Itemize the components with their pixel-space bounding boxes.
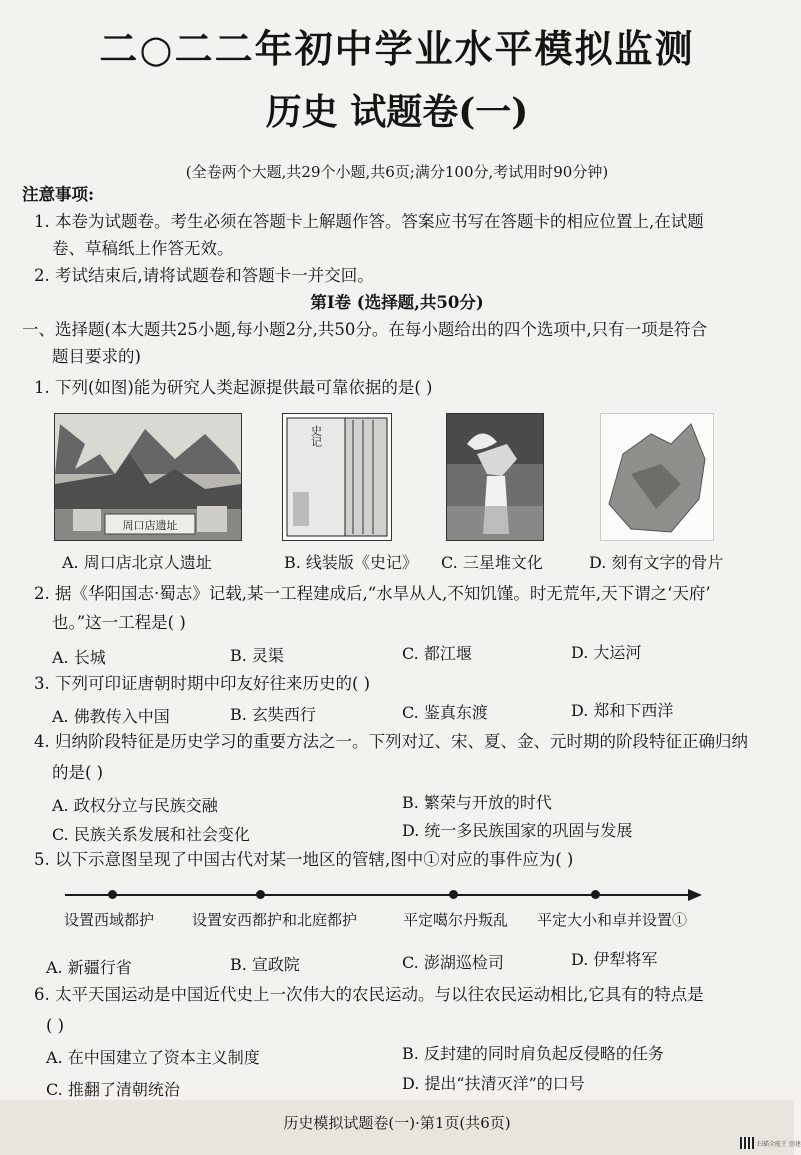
- q2-stem-line-1: 2. 据《华阳国志·蜀志》记载,某一工程建成后,“水旱从人,不知饥馑。时无荒年,天下谓之‘天府’: [34, 584, 711, 603]
- exam-meta: (全卷两个大题,共29个小题,共6页;满分100分,考试用时90分钟): [185, 163, 609, 181]
- q4-stem-line-2: 的是( ): [52, 763, 104, 782]
- q3-option-c: C. 鉴真东渡: [402, 703, 488, 722]
- stone-inscription: 周口店遗址: [122, 519, 178, 532]
- page-footer: 历史模拟试题卷(一)·第1页(共6页): [283, 1114, 511, 1132]
- q6-option-b: B. 反封建的同时肩负起反侵略的任务: [402, 1044, 664, 1063]
- q5-option-c: C. 澎湖巡检司: [402, 953, 504, 972]
- q1-image-shiji-book: [282, 413, 392, 541]
- notice-heading: 注意事项:: [22, 185, 95, 204]
- timeline-dot: [108, 890, 117, 899]
- q2-option-c: C. 都江堰: [402, 644, 472, 663]
- notice-item-2: 2. 考试结束后,请将试题卷和答题卡一并交回。: [34, 266, 374, 285]
- q1-image-zhoukoudian: [54, 413, 242, 541]
- q2-option-b: B. 灵渠: [230, 646, 284, 665]
- timeline-label-3: 平定噶尔丹叛乱: [403, 911, 509, 929]
- q4-option-a: A. 政权分立与民族交融: [52, 796, 218, 815]
- q5-option-b: B. 宣政院: [230, 955, 300, 974]
- timeline-dot: [591, 890, 600, 899]
- timeline-dot: [449, 890, 458, 899]
- section-instructions-line-2: 题目要求的): [52, 347, 141, 366]
- q3-option-b: B. 玄奘西行: [230, 705, 316, 724]
- q3-stem: 3. 下列可印证唐朝时期中印友好往来历史的( ): [34, 674, 371, 693]
- sanxingdui-mask-icon: [447, 414, 543, 540]
- exam-subtitle: 历史 试题卷(一): [265, 91, 529, 133]
- q6-stem: 6. 太平天国运动是中国近代史上一次伟大的农民运动。与以往农民运动相比,它具有的特点是: [34, 985, 704, 1004]
- q1-option-a: A. 周口店北京人遗址: [62, 553, 212, 572]
- shiji-book-icon: [283, 414, 391, 540]
- timeline-label-1: 设置西域都护: [64, 911, 155, 929]
- q6-option-d: D. 提出“扶清灭洋”的口号: [402, 1074, 585, 1093]
- timeline-dot: [256, 890, 265, 899]
- q2-stem-line-2: 也。”这一工程是( ): [52, 613, 186, 632]
- q1-image-oracle-bone: [600, 413, 714, 541]
- q6-stem-line-2: ( ): [46, 1016, 65, 1035]
- q1-option-c: C. 三星堆文化: [441, 553, 543, 572]
- notice-item-1-line-1: 1. 本卷为试题卷。考生必须在答题卡上解题作答。答案应书写在答题卡的相应位置上,在试题: [34, 212, 704, 231]
- q3-option-a: A. 佛教传入中国: [52, 707, 170, 726]
- timeline-label-4: 平定大小和卓并设置①: [537, 911, 688, 929]
- q3-option-d: D. 郑和下西洋: [571, 701, 674, 720]
- book-title-text: 史记: [309, 425, 323, 447]
- zhoukoudian-photo-icon: [55, 414, 241, 540]
- q1-stem: 1. 下列(如图)能为研究人类起源提供最可靠依据的是( ): [34, 378, 433, 397]
- q5-stem: 5. 以下示意图呈现了中国古代对某一地区的管辖,图中①对应的事件应为( ): [34, 850, 574, 869]
- q4-option-c: C. 民族关系发展和社会变化: [52, 825, 250, 844]
- qr-code-icon: [740, 1137, 754, 1149]
- timeline-arrow-icon: [688, 889, 702, 901]
- q2-option-d: D. 大运河: [571, 643, 642, 662]
- q6-option-c: C. 推翻了清朝统治: [46, 1080, 180, 1099]
- q2-option-a: A. 长城: [52, 648, 106, 667]
- timeline-label-2: 设置安西都护和北庭都护: [192, 911, 358, 929]
- q6-option-a: A. 在中国建立了资本主义制度: [46, 1048, 260, 1067]
- notice-item-1-line-2: 卷、草稿纸上作答无效。: [52, 239, 234, 258]
- q4-stem-line-1: 4. 归纳阶段特征是历史学习的重要方法之一。下列对辽、宋、夏、金、元时期的阶段特征正确归纳: [34, 732, 748, 751]
- q4-option-d: D. 统一多民族国家的巩固与发展: [402, 821, 633, 840]
- scanner-watermark: 扫描全能王 创建: [757, 1141, 801, 1148]
- section-instructions-line-1: 一、选择题(本大题共25小题,每小题2分,共50分。在每小题给出的四个选项中,只有一项是符合: [22, 320, 708, 339]
- q1-image-sanxingdui: [446, 413, 544, 541]
- section-title: 第Ⅰ卷 (选择题,共50分): [310, 293, 484, 312]
- q1-option-b: B. 线装版《史记》: [284, 553, 418, 572]
- oracle-bone-icon: [601, 414, 713, 540]
- q4-option-b: B. 繁荣与开放的时代: [402, 793, 552, 812]
- q1-option-d: D. 刻有文字的骨片: [589, 553, 724, 572]
- exam-title: 二○二二年初中学业水平模拟监测: [99, 26, 695, 71]
- q5-option-d: D. 伊犁将军: [571, 950, 658, 969]
- q5-option-a: A. 新疆行省: [46, 958, 132, 977]
